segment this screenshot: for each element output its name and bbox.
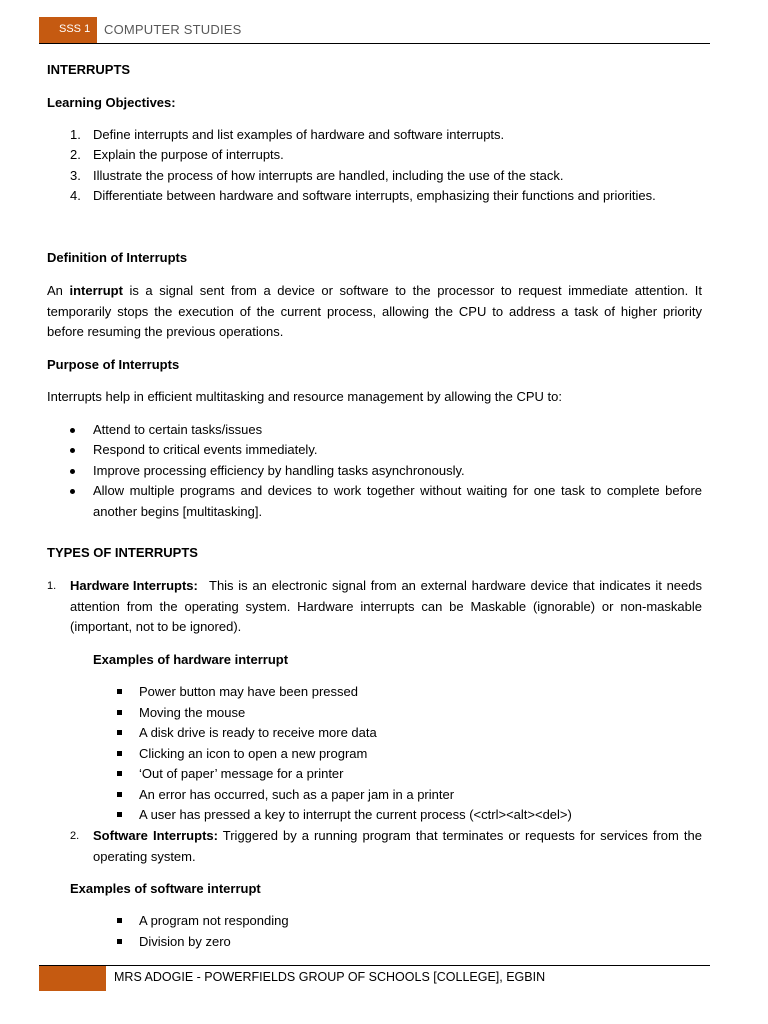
objective-number: 3. <box>70 168 81 183</box>
definition-text: is a signal sent from a device or software to the processor to request immediate attention. It temporarily stops the execution of the current process, allowing the CPU to address a task of higher priority before resuming the previous operations. <box>47 283 702 339</box>
square-bullet-icon <box>117 812 122 817</box>
software-example: A program not responding <box>139 913 289 928</box>
hardware-example: Clicking an icon to open a new program <box>139 746 368 761</box>
objective-item: Explain the purpose of interrupts. <box>93 147 284 162</box>
hardware-examples-heading: Examples of hardware interrupt <box>93 652 289 667</box>
hardware-term: Hardware Interrupts: <box>70 578 198 593</box>
hardware-example: An error has occurred, such as a paper jam in a printer <box>139 787 455 802</box>
purpose-bullet: Improve processing efficiency by handling tasks asynchronously. <box>93 463 465 478</box>
page-title: INTERRUPTS <box>47 62 131 77</box>
type-number: 1. <box>47 580 57 592</box>
square-bullet-icon <box>117 689 122 694</box>
footer-accent-block <box>39 966 106 991</box>
square-bullet-icon <box>117 792 122 797</box>
definition-pre: An <box>47 283 70 298</box>
bullet-icon <box>70 428 75 433</box>
square-bullet-icon <box>117 710 122 715</box>
definition-paragraph <box>47 281 702 343</box>
hardware-example: A user has pressed a key to interrupt the current process (<ctrl><alt><del>) <box>139 807 572 822</box>
software-term: Software Interrupts: <box>93 828 218 843</box>
square-bullet-icon <box>117 918 122 923</box>
purpose-bullet: Respond to critical events immediately. <box>93 442 318 457</box>
hardware-example: A disk drive is ready to receive more data <box>139 725 377 740</box>
bullet-icon <box>70 448 75 453</box>
class-badge <box>39 17 97 44</box>
header-divider <box>39 43 710 44</box>
objective-number: 1. <box>70 127 81 142</box>
bullet-icon <box>70 469 75 474</box>
objective-item: Illustrate the process of how interrupts are handled, including the use of the stack. <box>93 168 564 183</box>
definition-heading: Definition of Interrupts <box>47 250 188 265</box>
purpose-intro: Interrupts help in efficient multitasking and resource management by allowing the CPU to: <box>47 389 562 404</box>
footer-text: MRS ADOGIE - POWERFIELDS GROUP OF SCHOOLS [COLLEGE], EGBIN <box>114 970 546 984</box>
software-desc-text: Triggered by a running program that terminates or requests for services from the operating system. <box>93 828 702 864</box>
objective-number: 2. <box>70 147 81 162</box>
hardware-example: Moving the mouse <box>139 705 246 720</box>
subject-title: COMPUTER STUDIES <box>104 22 242 37</box>
footer-divider <box>39 965 710 966</box>
class-label: SSS 1 <box>59 23 91 35</box>
software-description <box>93 826 702 867</box>
hardware-description <box>70 576 702 638</box>
objective-item: Define interrupts and list examples of hardware and software interrupts. <box>93 127 505 142</box>
types-heading: TYPES OF INTERRUPTS <box>47 545 198 560</box>
purpose-bullet: Attend to certain tasks/issues <box>93 422 263 437</box>
square-bullet-icon <box>117 771 122 776</box>
purpose-heading: Purpose of Interrupts <box>47 357 180 372</box>
hardware-example: Power button may have been pressed <box>139 684 358 699</box>
bullet-icon <box>70 489 75 494</box>
objectives-heading: Learning Objectives: <box>47 95 176 110</box>
square-bullet-icon <box>117 939 122 944</box>
hardware-desc-text: This is an electronic signal from an external hardware device that indicates it needs attention from the operating system. Hardware interrupts can be Maskable (ignorable) or non-maskable (important, not to be ignored). <box>70 578 702 634</box>
square-bullet-icon <box>117 751 122 756</box>
software-example: Division by zero <box>139 934 231 949</box>
square-bullet-icon <box>117 730 122 735</box>
type-number: 2. <box>70 830 80 842</box>
purpose-bullet: Allow multiple programs and devices to work together without waiting for one task to complete before another begins [multitasking]. <box>93 483 702 519</box>
hardware-example: ‘Out of paper’ message for a printer <box>139 766 344 781</box>
definition-term: interrupt <box>69 283 123 298</box>
objective-item: Differentiate between hardware and software interrupts, emphasizing their functions and priorities. <box>93 188 656 203</box>
software-examples-heading: Examples of software interrupt <box>70 881 261 896</box>
objective-number: 4. <box>70 188 81 203</box>
